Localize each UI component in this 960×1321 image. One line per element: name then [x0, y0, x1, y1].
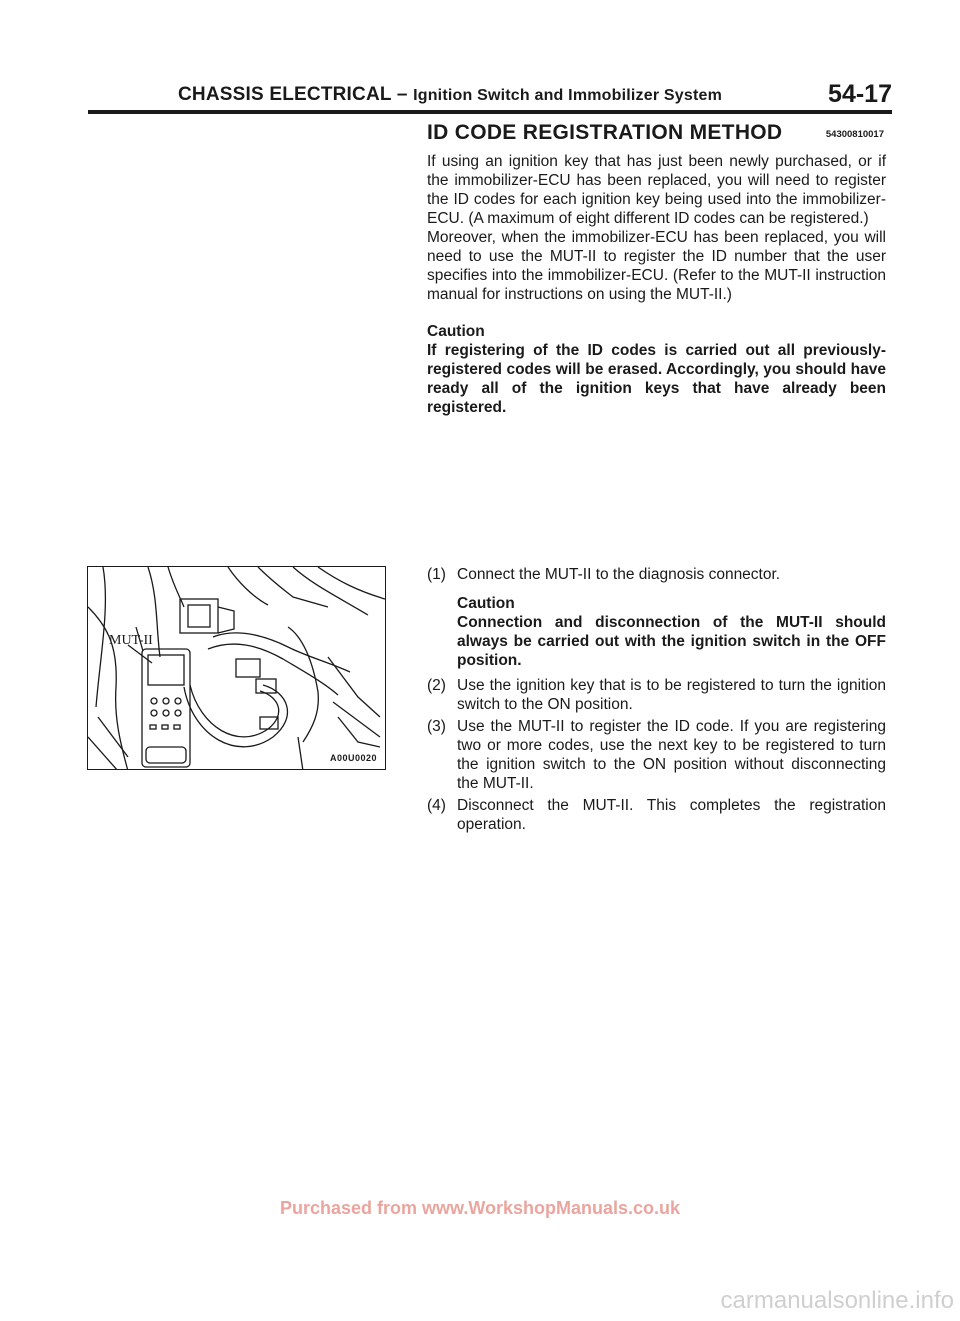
- step-number: (4): [427, 797, 446, 814]
- step-number: (2): [427, 677, 446, 694]
- heading-title: ID CODE REGISTRATION METHOD: [427, 121, 783, 144]
- subsection-name: Ignition Switch and Immobilizer System: [413, 87, 723, 104]
- section-title: [178, 84, 722, 106]
- illustration-drawing: [88, 567, 386, 770]
- step-3: [427, 717, 886, 793]
- step-4: [427, 796, 886, 834]
- caution-label: Caution: [427, 323, 485, 340]
- figure-label: MUT-II: [109, 633, 153, 648]
- step-text: Use the ignition key that is to be registered to turn the ignition switch to the ON position.: [457, 677, 886, 713]
- caution-text: If registering of the ID codes is carried out all previously-registered codes will be erased. Accordingly, you should have ready all of the ignition keys that have already been registered.: [427, 342, 886, 416]
- purchase-watermark: Purchased from www.WorkshopManuals.co.uk: [279, 1198, 681, 1218]
- intro-text: [427, 152, 886, 304]
- section-heading: [427, 121, 886, 145]
- section-dash: –: [396, 84, 408, 105]
- step-caution: [457, 594, 886, 670]
- step-caution-text: Connection and disconnection of the MUT-II should always be carried out with the ignition switch in the OFF position.: [457, 614, 886, 669]
- step-text: Connect the MUT-II to the diagnosis connector.: [457, 566, 781, 583]
- procedure-steps: [427, 565, 886, 837]
- page-header: [88, 78, 892, 114]
- step-number: (3): [427, 718, 446, 735]
- page-number: 54-17: [828, 80, 892, 108]
- intro-paragraph-1: If using an ignition key that has just been newly purchased, or if the immobilizer-ECU has been replaced, you will need to register the ID codes for each ignition key being used into the immobilizer-ECU. (A maximum of eight different ID codes can be registered.): [427, 153, 886, 227]
- step-text: Disconnect the MUT-II. This completes the registration operation.: [457, 797, 886, 833]
- step-number: (1): [427, 566, 446, 583]
- step-text: Use the MUT-II to register the ID code. If you are registering two or more codes, use the next key to be registered to turn the ignition switch to the ON position without disconnecting the MUT-II.: [457, 718, 886, 792]
- section-name: CHASSIS ELECTRICAL: [178, 84, 392, 105]
- intro-paragraph-2: Moreover, when the immobilizer-ECU has been replaced, you will need to use the MUT-II to register the ID number that the user specifies into the immobilizer-ECU. (Refer to the MUT-II instruction manual for instructions on using the MUT-II.): [427, 229, 886, 303]
- caution-block: [427, 322, 886, 417]
- step-1: [427, 565, 886, 670]
- mut-ii-connection-illustration: [87, 566, 386, 770]
- figure-code: A00U0020: [329, 753, 377, 763]
- heading-code: 54300810017: [825, 129, 884, 140]
- step-caution-label: Caution: [457, 595, 515, 612]
- step-2: [427, 676, 886, 714]
- site-watermark: carmanualsonline.info: [720, 1287, 954, 1314]
